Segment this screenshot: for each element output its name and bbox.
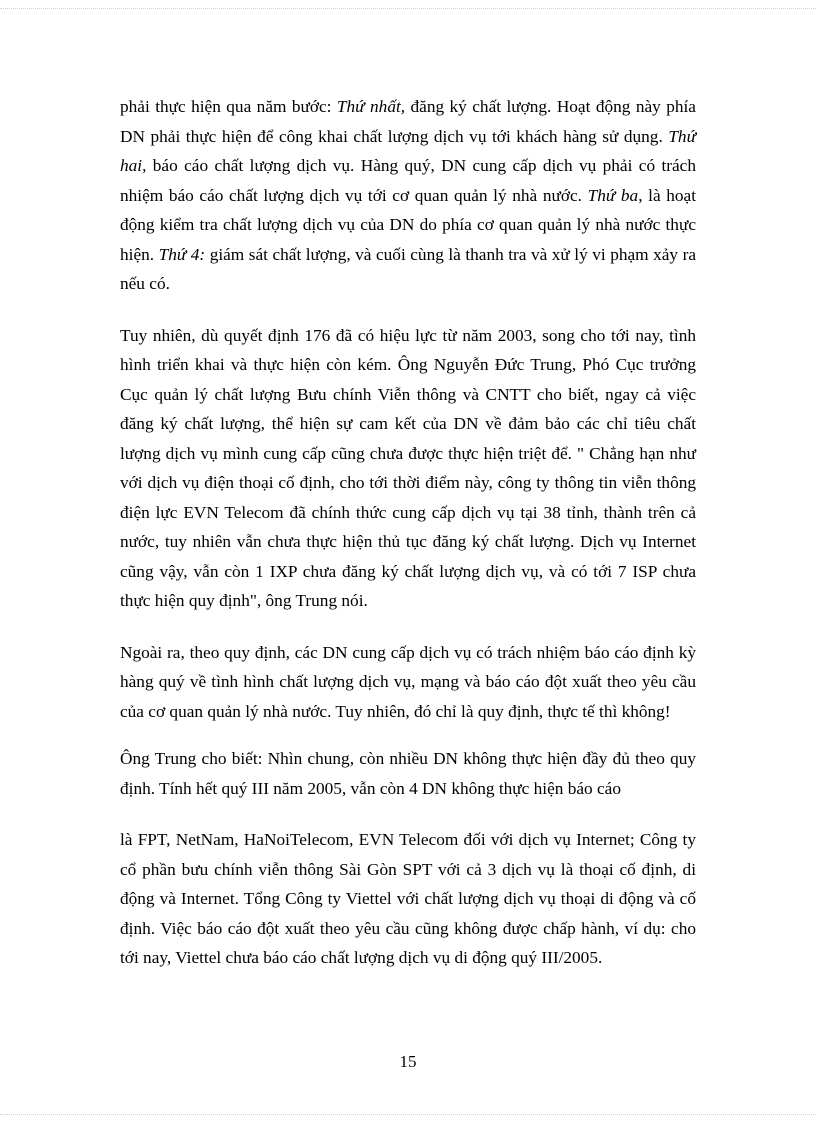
- paragraph-1-segment: báo cáo chất lượng dịch vụ. Hàng quý, DN cung cấp dịch vụ phải có trách nhiệm báo cáo chất lượng dịch vụ tới cơ quan quản lý nhà nước.: [120, 156, 696, 205]
- paragraph-2: [120, 321, 696, 616]
- page-top-border: [0, 8, 816, 9]
- paragraph-1-segment: đăng ký chất lượng. Hoạt động này phía DN phải thực hiện để công khai chất lượng dịch vụ tới khách hàng sử dụng.: [120, 97, 696, 146]
- paragraph-5-text: là FPT, NetNam, HaNoiTelecom, EVN Telecom đối với dịch vụ Internet; Công ty cổ phần bưu chính viễn thông Sài Gòn SPT với cả 3 dịch vụ là thoại cố định, di động và Internet. Tổng Công ty Viettel với chất lượng dịch vụ thoại di động và cố định. Việc báo cáo đột xuất theo yêu cầu cũng không được chấp hành, ví dụ: cho tới nay, Viettel chưa báo cáo chất lượng dịch vụ di động quý III/2005.: [120, 830, 696, 967]
- paragraph-1-segment-italic: Thứ 4:: [158, 244, 206, 264]
- paragraph-1-segment-italic: Thứ hai,: [120, 126, 696, 175]
- paragraph-4: [120, 744, 696, 803]
- paragraph-5: [120, 825, 696, 973]
- document-body: [120, 92, 696, 973]
- paragraph-1-segment: giám sát chất lượng, và cuối cùng là thanh tra và xử lý vi phạm xảy ra nếu có.: [120, 244, 696, 293]
- paragraph-3: [120, 638, 696, 727]
- page-number: 15: [399, 1052, 417, 1071]
- page-bottom-border: [0, 1114, 816, 1115]
- paragraph-1-segment: phải thực hiện qua năm bước:: [120, 97, 337, 116]
- paragraph-1-segment-italic: Thứ nhất,: [336, 97, 406, 116]
- paragraph-1: [120, 92, 696, 299]
- paragraph-4-text: Ông Trung cho biết: Nhìn chung, còn nhiều DN không thực hiện đầy đủ theo quy định. Tính hết quý III năm 2005, vẫn còn 4 DN không thực hiện báo cáo: [120, 749, 696, 798]
- paragraph-3-text: Ngoài ra, theo quy định, các DN cung cấp dịch vụ có trách nhiệm báo cáo định kỳ hàng quý về tình hình chất lượng dịch vụ, mạng và báo cáo đột xuất theo yêu cầu của cơ quan quản lý nhà nước. Tuy nhiên, đó chỉ là quy định, thực tế thì không!: [120, 642, 696, 721]
- paragraph-2-text: Tuy nhiên, dù quyết định 176 đã có hiệu lực từ năm 2003, song cho tới nay, tình hình triển khai và thực hiện còn kém. Ông Nguyễn Đức Trung, Phó Cục trưởng Cục quản lý chất lượng Bưu chính Viễn thông và CNTT cho biết, ngay cả việc đăng ký chất lượng, thể hiện sự cam kết của DN về đảm bảo các chỉ tiêu chất lượng dịch vụ mình cung cấp cũng chưa được thực hiện triệt để. " Chẳng hạn như với dịch vụ điện thoại cố định, cho tới thời điểm này, công ty thông tin viễn thông điện lực EVN Telecom đã chính thức cung cấp dịch vụ tại 38 tỉnh, thành trên cả nước, tuy nhiên vẫn chưa thực hiện thủ tục đăng ký chất lượng. Dịch vụ Internet cũng vậy, vẫn còn 1 IXP chưa đăng ký chất lượng dịch vụ, và có tới 7 ISP chưa thực hiện quy định", ông Trung nói.: [120, 325, 696, 610]
- paragraph-1-segment-italic: Thứ ba: [587, 185, 639, 205]
- paragraph-1-segment: , là hoạt động kiểm tra chất lượng dịch vụ của DN do phía cơ quan quản lý nhà nước thực hiện.: [120, 185, 697, 264]
